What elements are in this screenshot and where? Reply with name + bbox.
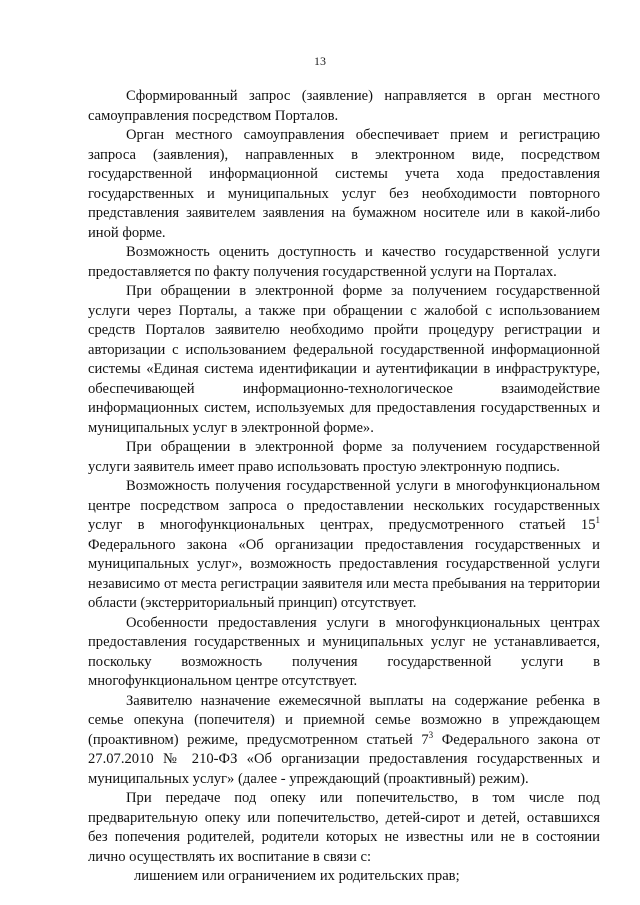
page-number: 13 <box>314 54 326 68</box>
paragraph: При обращении в электронной форме за получением государственной услуги через Порталы, а также при обращении с жалобой с использованием средств Порталов заявителю необходимо пройти процедуру регистрации и авторизации с использованием федеральной государственной информационной системы «Единая система идентификации и аутентификации в инфраструктуре, обеспечивающей информационно-технологическое взаимодействие информационных систем, используемых для предоставления государственных и муниципальных услуг в электронной форме». <box>88 283 600 436</box>
list-item: лишением или ограничением их родительских прав; <box>134 868 460 884</box>
paragraph-text: Заявителю назначение ежемесячной выплаты на содержание ребенка в семье опекуна (попечителя) и приемной семье возможно в упреждающем (проактивном) режиме, предусмотренном статьей 7 <box>88 692 600 748</box>
document-body <box>88 87 600 887</box>
paragraph: Особенности предоставления услуги в многофункциональных центрах предоставления государственных и муниципальных услуг не устанавливается, поскольку возможность получения государственной услуги в многофункциональном центре отсутствует. <box>88 614 600 689</box>
paragraph: Орган местного самоуправления обеспечивает прием и регистрацию запроса (заявления), направленных в электронном виде, посредством государственной информационной системы учета хода предоставления государственных и муниципальных услуг без необходимости повторного представления заявителем заявления на бумажном носителе или в какой-либо иной форме. <box>88 127 600 241</box>
paragraph: При передаче под опеку или попечительство, в том числе под предварительную опеку или попечительство, детей-сирот и детей, оставшихся без попечения родителей, родители которых не известны или не в состоянии лично осуществлять их воспитание в связи с: <box>88 790 600 865</box>
paragraph-mfc <box>88 477 600 614</box>
superscript: 1 <box>595 515 600 525</box>
paragraph: Сформированный запрос (заявление) направляется в орган местного самоуправления посредством Порталов. <box>88 88 600 124</box>
paragraph: Возможность оценить доступность и качество государственной услуги предоставляется по факту получения государственной услуги на Порталах. <box>88 244 600 280</box>
paragraph: При обращении в электронной форме за получением государственной услуги заявитель имеет право использовать простую электронную подпись. <box>88 439 600 475</box>
paragraph-text: Возможность получения государственной услуги в многофункциональном центре посредством запроса о предоставлении нескольких государственных услуг в многофункциональных центрах, предусмотренного статьей 15 <box>88 478 600 533</box>
paragraph-proactive <box>88 692 600 790</box>
paragraph-text: Федерального закона «Об организации предоставления государственных и муниципальных услуг», возможность предоставления государственной услуги независимо от места регистрации заявителя или места пребывания на территории области (экстерриториальный принцип) отсутствует. <box>88 536 600 611</box>
paragraph-text: Федерального закона от 27.07.2010 № 210-ФЗ «Об организации предоставления государственных и муниципальных услуг» (далее - упреждающий (проактивный) режим). <box>88 731 600 787</box>
superscript: 3 <box>428 729 434 740</box>
